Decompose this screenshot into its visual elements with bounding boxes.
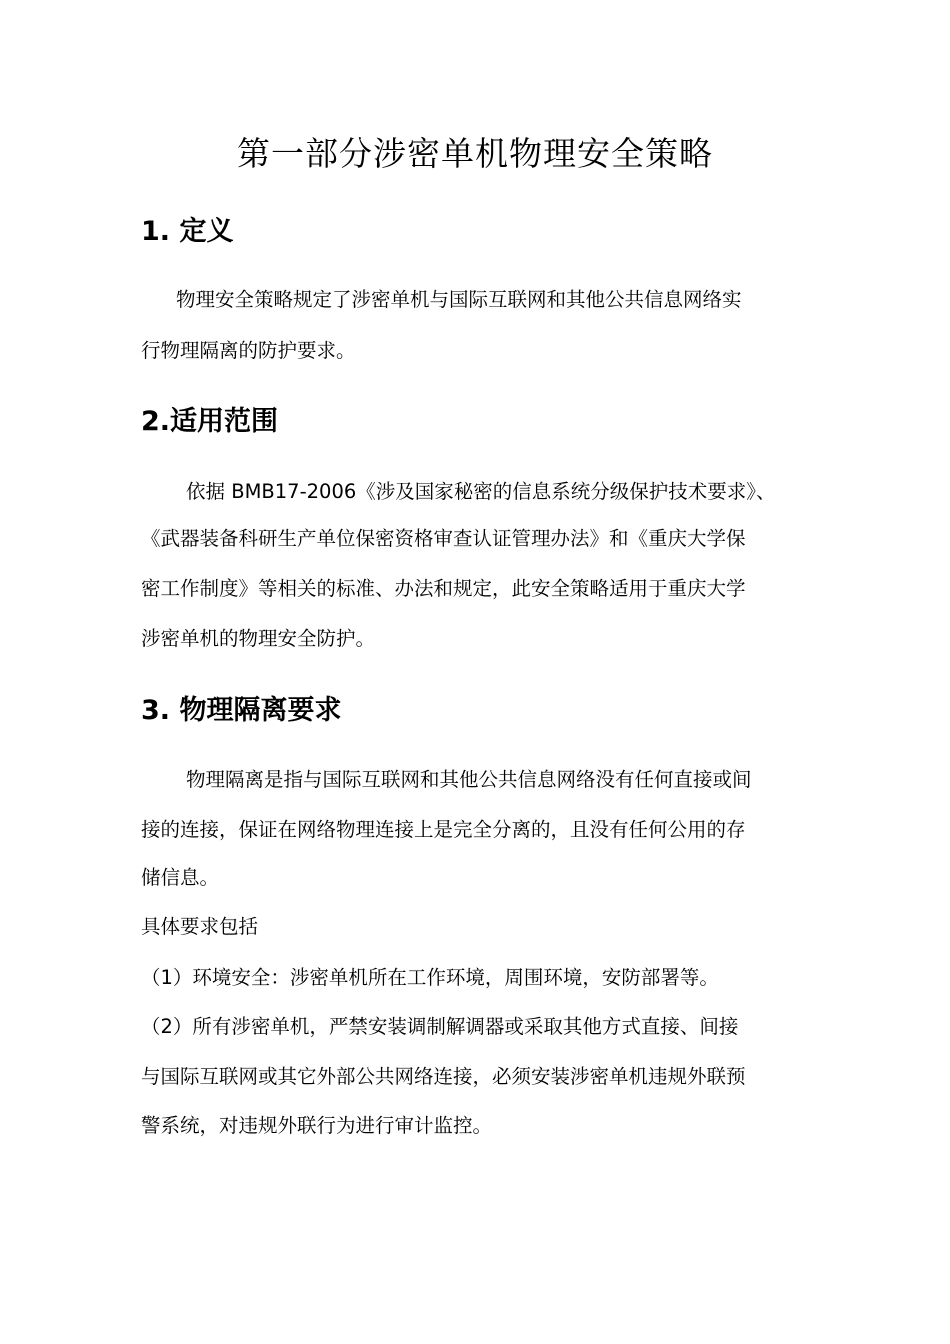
section-heading-scope: 2.适用范围 (141, 406, 279, 437)
paragraph-line: 储信息。 (141, 866, 220, 889)
paragraph-line: 接的连接，保证在网络物理连接上是完全分离的，且没有任何公用的存 (141, 818, 746, 841)
paragraph-line: 物理安全策略规定了涉密单机与国际互联网和其他公共信息网络实 (176, 288, 742, 311)
paragraph-line: （2）所有涉密单机，严禁安装调制解调器或采取其他方式直接、间接 (141, 1015, 739, 1038)
paragraph-line: 涉密单机的物理安全防护。 (141, 627, 376, 650)
section-heading-isolation: 3. 物理隔离要求 (141, 695, 342, 726)
paragraph-line: 物理隔离是指与国际互联网和其他公共信息网络没有任何直接或间 (186, 768, 752, 791)
paragraph-line: 依据 BMB17-2006《涉及国家秘密的信息系统分级保护技术要求》、 (186, 480, 776, 503)
paragraph-line: 与国际互联网或其它外部公共网络连接，必须安装涉密单机违规外联预 (141, 1065, 746, 1088)
paragraph-line: 具体要求包括 (141, 915, 259, 938)
paragraph-line: 行物理隔离的防护要求。 (141, 339, 356, 362)
paragraph-line: 密工作制度》等相关的标准、办法和规定，此安全策略适用于重庆大学 (141, 577, 746, 600)
paragraph-line: 警系统，对违规外联行为进行审计监控。 (141, 1114, 493, 1137)
paragraph-line: （1）环境安全：涉密单机所在工作环境，周围环境，安防部署等。 (141, 966, 719, 989)
paragraph-line: 《武器装备科研生产单位保密资格审查认证管理办法》和《重庆大学保 (141, 527, 746, 550)
section-heading-definition: 1. 定义 (141, 216, 234, 247)
page-title: 第一部分涉密单机物理安全策略 (237, 134, 713, 173)
